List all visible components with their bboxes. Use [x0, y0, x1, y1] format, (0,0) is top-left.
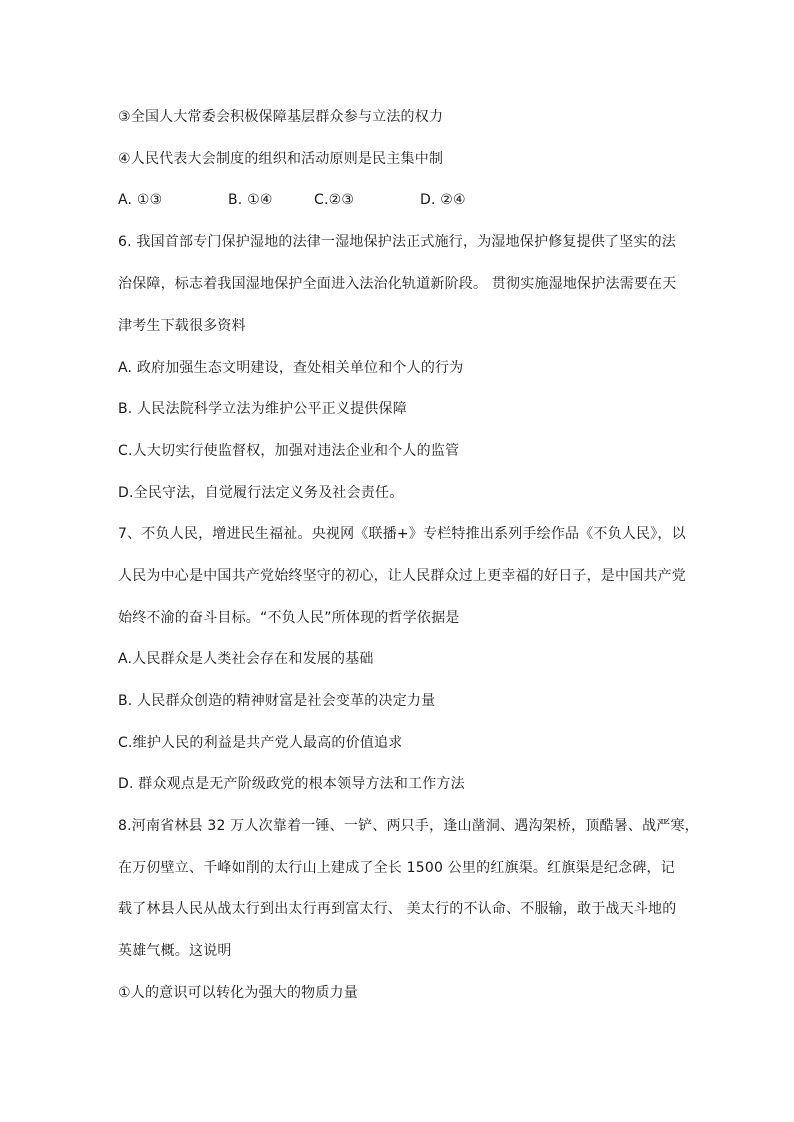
q5-option-a: A. ①③	[118, 192, 163, 208]
q6-stem-line-3: 津考生下载很多资料	[118, 318, 246, 334]
q8-stem-line-1: 8.河南省林县 32 万人次靠着一锤、一铲、两只手，逢山凿洞、遇沟架桥，顶酷暑、战严寒，	[118, 818, 699, 834]
q7-option-c: C.维护人民的利益是共产党人最高的价值追求	[118, 735, 403, 751]
q5-item-4: ④人民代表大会制度的组织和活动原则是民主集中制	[118, 151, 444, 167]
q7-stem-line-1: 7、不负人民，增进民生福祉。央视网《联播+》专栏特推出系列手绘作品《不负人民》，以	[118, 526, 686, 542]
q7-stem-line-2: 人民为中心是中国共产党始终坚守的初心，让人民群众过上更幸福的好日子，是中国共产党	[118, 568, 686, 584]
q5-option-b: B. ①④	[228, 192, 273, 208]
q7-stem-line-3: 始终不渝的奋斗目标。“不负人民”所体现的哲学依据是	[118, 610, 460, 626]
q6-stem-line-2: 治保障，标志着我国湿地保护全面进入法治化轨道新阶段。 贯彻实施湿地保护法需要在天	[118, 276, 677, 292]
q7-option-d: D. 群众观点是无产阶级政党的根本领导方法和工作方法	[118, 776, 465, 792]
q8-stem-line-3: 载了林县人民从战太行到出太行再到富太行、 美太行的不认命、不服输，敢于战天斗地的	[118, 901, 677, 917]
q5-option-d: D. ②④	[420, 192, 466, 208]
q5-options	[118, 190, 466, 210]
q5-item-3: ③全国人大常委会积极保障基层群众参与立法的权力	[118, 109, 444, 125]
q6-option-b: B. 人民法院科学立法为维护公平正义提供保障	[118, 401, 407, 417]
q7-option-a: A.人民群众是人类社会存在和发展的基础	[118, 651, 374, 667]
q8-stem-line-2: 在万仞壁立、千峰如削的太行山上建成了全长 1500 公里的红旗渠。红旗渠是纪念碑，记	[118, 860, 675, 876]
q6-stem-line-1: 6. 我国首部专门保护湿地的法律一湿地保护法正式施行，为湿地保护修复提供了坚实的法	[118, 234, 677, 250]
q6-option-a: A. 政府加强生态文明建设，查处相关单位和个人的行为	[118, 360, 464, 376]
q6-option-d: D.全民守法，自觉履行法定义务及社会责任。	[118, 485, 404, 501]
q5-option-c: C.②③	[314, 192, 355, 208]
q8-stem-line-4: 英雄气概。这说明	[118, 943, 232, 959]
q8-item-1: ①人的意识可以转化为强大的物质力量	[118, 985, 358, 1001]
q6-option-c: C.人大切实行使监督权，加强对违法企业和个人的监管	[118, 443, 460, 459]
q7-option-b: B. 人民群众创造的精神财富是社会变革的决定力量	[118, 693, 436, 709]
